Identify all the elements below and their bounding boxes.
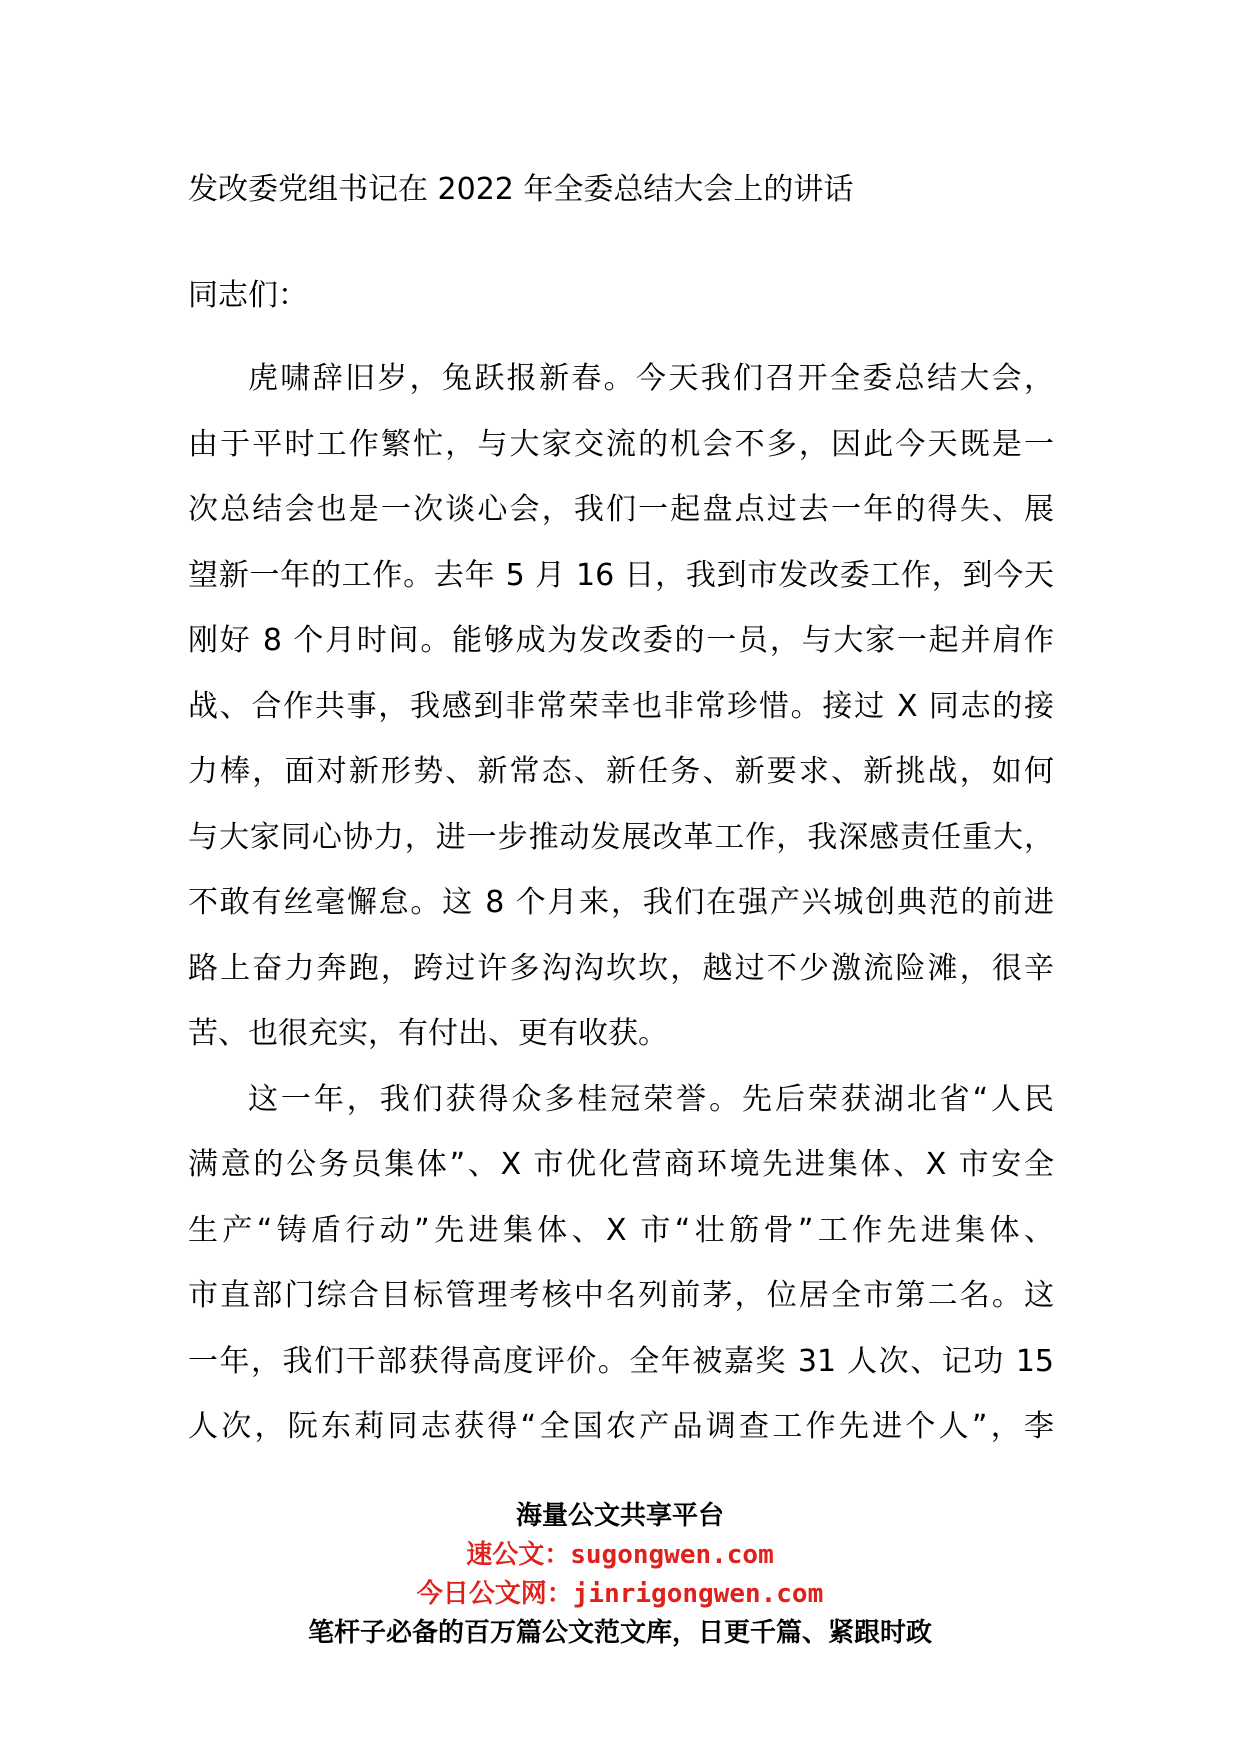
footer-site-1-label: 速公文： [466, 1540, 571, 1570]
footer-site-2 [0, 1575, 1240, 1614]
body-line: 战、合作共事，我感到非常荣幸也非常珍惜。接过 X 同志的接 [188, 688, 1054, 724]
body-text [188, 357, 1054, 1471]
body-line: 力棒，面对新形势、新常态、新任务、新要求、新挑战，如何 [188, 754, 1054, 789]
body-line: 次总结会也是一次谈心会，我们一起盘点过去一年的得失、展 [188, 492, 1054, 527]
footer-site-2-label: 今日公文网： [416, 1579, 573, 1609]
body-line: 生产“铸盾行动”先进集体、X 市“壮筋骨”工作先进集体、 [188, 1212, 1054, 1248]
page-title: 发改委党组书记在 2022 年全委总结大会上的讲话 [188, 172, 854, 207]
body-line: 不敢有丝毫懈怠。这 8 个月来，我们在强产兴城创典范的前进 [188, 885, 1054, 920]
body-line: 市直部门综合目标管理考核中名列前茅，位居全市第二名。这 [188, 1278, 1054, 1313]
body-line: 望新一年的工作。去年 5 月 16 日，我到市发改委工作，到今天 [188, 557, 1054, 593]
footer-platform: 海量公文共享平台 [515, 1501, 724, 1531]
footer-site-2-link[interactable]: jinrigongwen.com [572, 1579, 824, 1609]
salutation: 同志们： [188, 278, 308, 313]
body-line: 这一年，我们获得众多桂冠荣誉。先后荣获湖北省“人民 [248, 1081, 1054, 1117]
footer-site-1-link[interactable]: sugongwen.com [570, 1540, 774, 1570]
body-line: 与大家同心协力，进一步推动发展改革工作，我深感责任重大， [188, 819, 1054, 855]
body-line: 虎啸辞旧岁，兔跃报新春。今天我们召开全委总结大会， [248, 361, 1054, 396]
body-line: 满意的公务员集体”、X 市优化营商环境先进集体、X 市安全 [188, 1147, 1054, 1182]
body-line: 一年，我们干部获得高度评价。全年被嘉奖 31 人次、记功 15 [188, 1343, 1054, 1379]
body-line: 路上奋力奔跑，跨过许多沟沟坎坎，越过不少激流险滩，很辛 [188, 950, 1054, 986]
footer-site-1 [0, 1536, 1240, 1575]
footer-banner [0, 1497, 1240, 1653]
footer-slogan: 笔杆子必备的百万篇公文范文库，日更千篇、紧跟时政 [307, 1618, 932, 1648]
body-line: 刚好 8 个月时间。能够成为发改委的一员，与大家一起并肩作 [188, 623, 1054, 658]
body-line: 人次，阮东莉同志获得“全国农产品调查工作先进个人”，李 [188, 1409, 1054, 1444]
body-line: 由于平时工作繁忙，与大家交流的机会不多，因此今天既是一 [188, 426, 1054, 462]
body-line: 苦、也很充实，有付出、更有收获。 [188, 1016, 668, 1051]
